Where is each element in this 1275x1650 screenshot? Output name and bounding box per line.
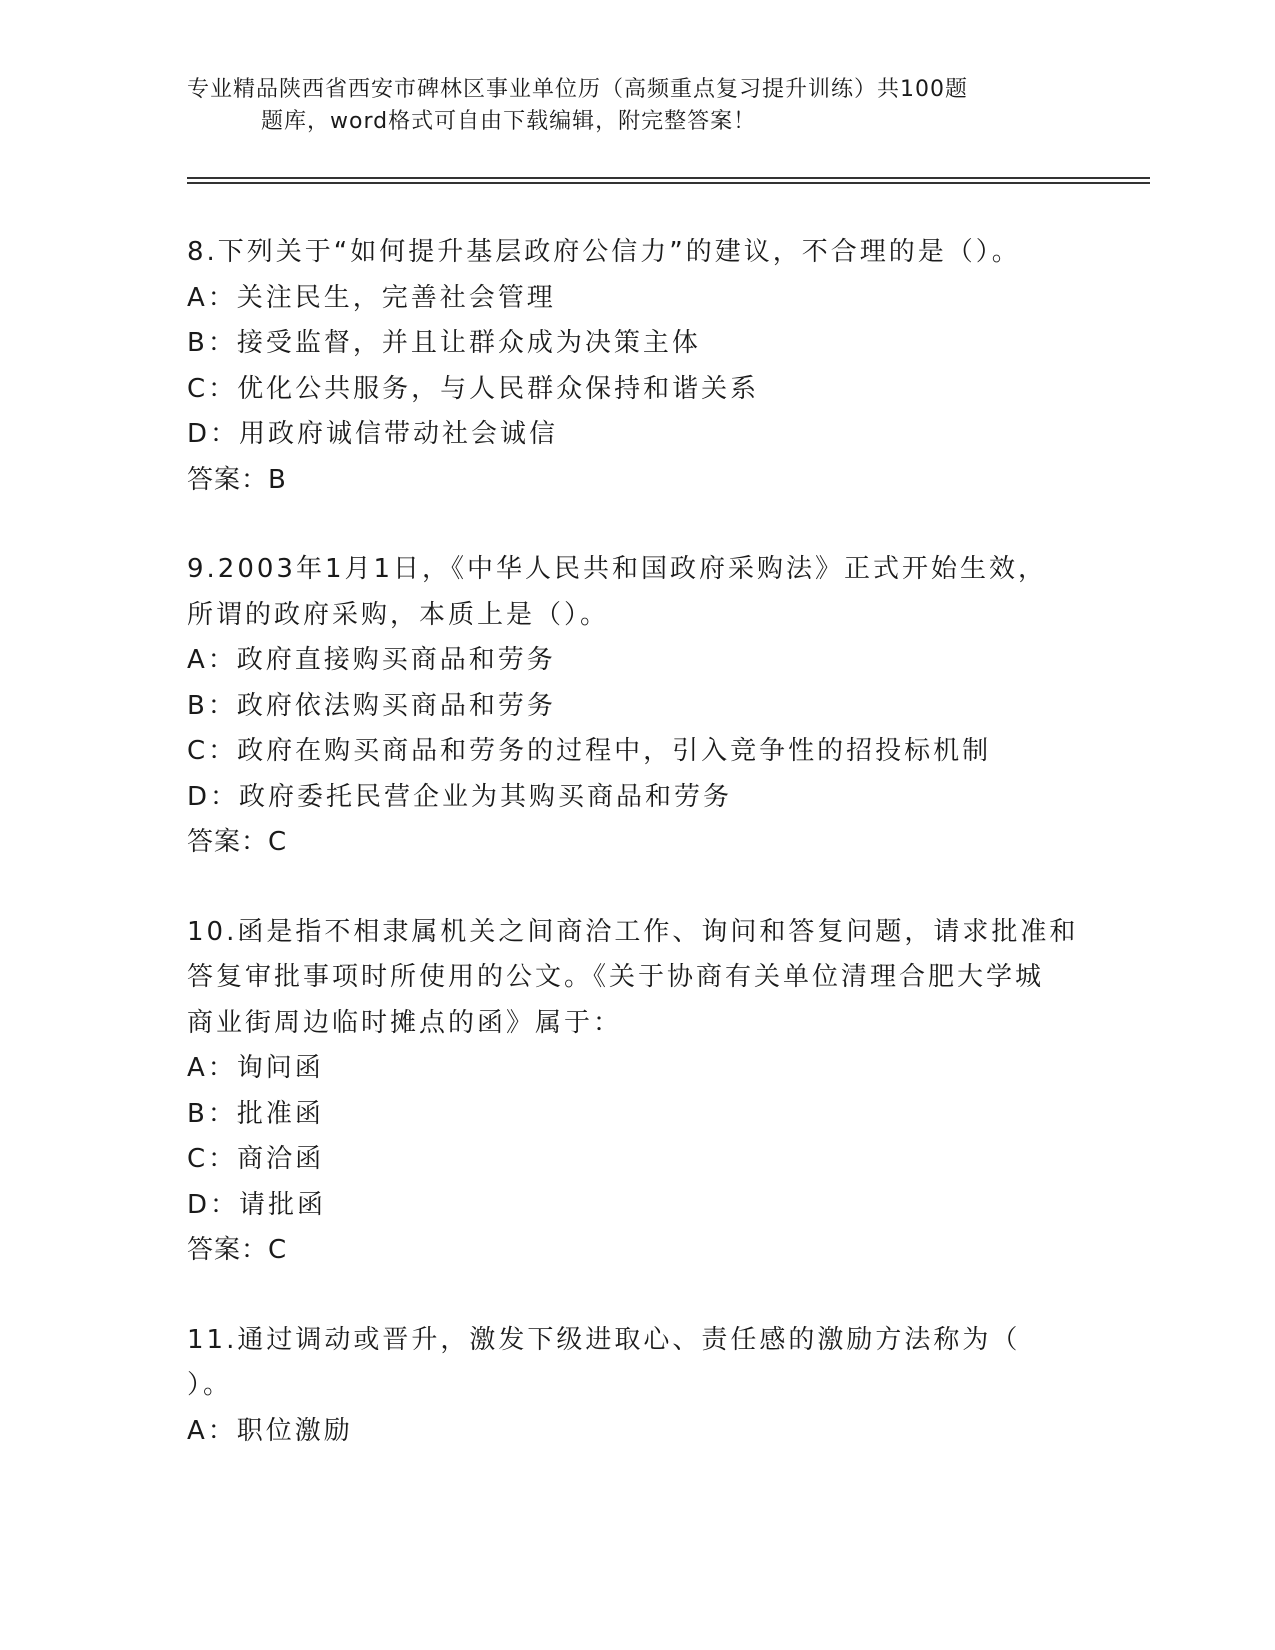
answer: 答案：C <box>187 1235 288 1265</box>
question-10 <box>187 910 1087 1274</box>
header-rule-top <box>187 177 1150 179</box>
option-b: B：政府依法购买商品和劳务 <box>187 690 556 721</box>
option-a: A：询问函 <box>187 1053 324 1083</box>
question-stem: 8.下列关于“如何提升基层政府公信力”的建议，不合理的是（）。 <box>187 237 1021 267</box>
option-c: C：优化公共服务，与人民群众保持和谐关系 <box>187 373 760 404</box>
question-stem: 答复审批事项时所使用的公文。《关于协商有关单位清理合肥大学城 <box>187 962 1045 992</box>
answer: 答案：B <box>187 464 287 495</box>
option-b: B：批准函 <box>187 1098 324 1129</box>
question-8 <box>187 230 1087 503</box>
option-a: A：关注民生，完善社会管理 <box>187 282 556 313</box>
document-header <box>187 74 1047 138</box>
option-c: C：政府在购买商品和劳务的过程中，引入竞争性的招投标机制 <box>187 736 992 766</box>
option-d: D：政府委托民营企业为其购买商品和劳务 <box>187 781 733 812</box>
question-stem: 10.函是指不相隶属机关之间商洽工作、询问和答复问题，请求批准和 <box>187 916 1079 947</box>
answer: 答案：C <box>187 827 288 857</box>
header-line-1: 专业精品陕西省西安市碑林区事业单位历（高频重点复习提升训练）共100题 <box>187 77 968 102</box>
option-d: D：请批函 <box>187 1189 327 1220</box>
question-stem: 11.通过调动或晋升，激发下级进取心、责任感的激励方法称为（ <box>187 1324 1021 1355</box>
question-stem: 9.2003年1月1日，《中华人民共和国政府采购法》正式开始生效， <box>187 554 1048 584</box>
option-a: A：职位激励 <box>187 1415 353 1446</box>
question-stem: ）。 <box>187 1370 233 1400</box>
option-a: A：政府直接购买商品和劳务 <box>187 645 556 675</box>
header-rule-bottom <box>187 182 1150 184</box>
option-c: C：商洽函 <box>187 1144 325 1174</box>
question-list <box>187 230 1087 1498</box>
question-11 <box>187 1318 1087 1455</box>
option-d: D：用政府诚信带动社会诚信 <box>187 419 559 449</box>
question-9 <box>187 547 1087 866</box>
question-stem: 商业街周边临时摊点的函》属于： <box>187 1007 623 1038</box>
header-line-2: 题库，word格式可自由下载编辑，附完整答案！ <box>261 109 757 134</box>
option-b: B：接受监督，并且让群众成为决策主体 <box>187 328 701 358</box>
question-stem: 所谓的政府采购，本质上是（）。 <box>187 599 610 630</box>
